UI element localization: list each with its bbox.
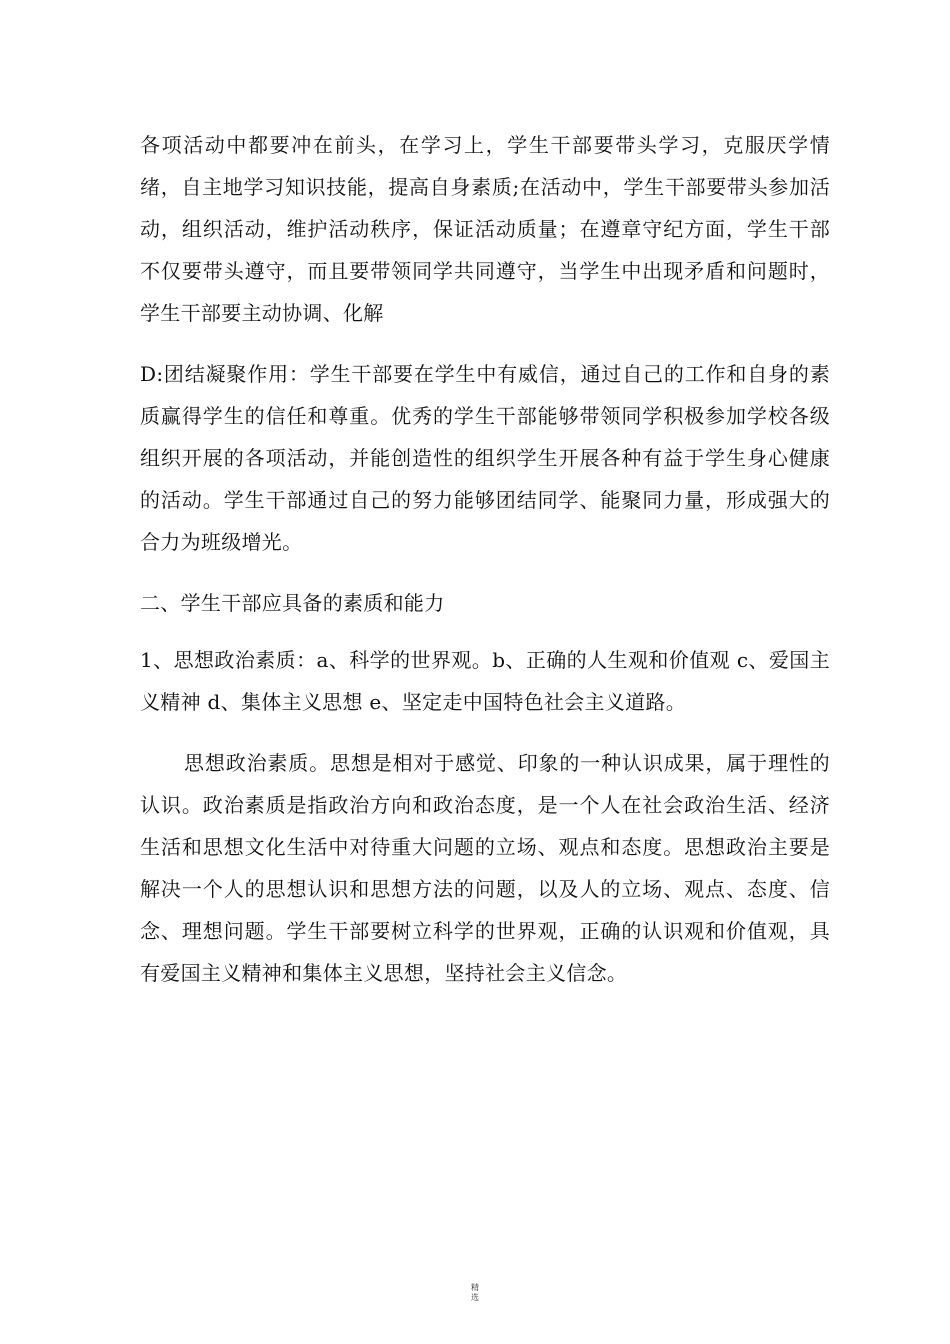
footer-line-2: 选	[471, 1293, 479, 1302]
section-heading-qualities: 二、学生干部应具备的素质和能力	[140, 591, 445, 615]
document-body	[140, 124, 830, 1013]
page-footer	[460, 1283, 490, 1303]
paragraph-unity-role: D:团结凝聚作用：学生干部要在学生中有威信，通过自己的工作和自身的素质赢得学生的信任和尊重。优秀的学生干部能够带领同学积极参加学校各级组织开展的各项活动，并能创造性的组织学生开展各种有益于学生身心健康的活动。学生干部通过自己的努力能够团结同学、能聚同力量，形成强大的合力为班级增光。	[140, 362, 830, 554]
footer-line-1: 精	[471, 1283, 479, 1292]
paragraph-political-list: 1、思想政治素质：a、科学的世界观。b、正确的人生观和价值观 c、爱国主义精神 d、集体主义思想 e、坚定走中国特色社会主义道路。	[140, 648, 830, 714]
paragraph-activities-lead: 各项活动中都要冲在前头，在学习上，学生干部要带头学习，克服厌学情绪，自主地学习知识技能，提高自身素质;在活动中，学生干部要带头参加活动，组织活动，维护活动秩序，保证活动质量；在遵章守纪方面，学生干部不仅要带头遵守，而且要带领同学共同遵守，当学生中出现矛盾和问题时，学生干部要主动协调、化解	[140, 133, 830, 325]
paragraph-political-explanation: 思想政治素质。思想是相对于感觉、印象的一种认识成果，属于理性的认识。政治素质是指政治方向和政治态度，是一个人在社会政治生活、经济生活和思想文化生活中对待重大问题的立场、观点和态度。思想政治主要是解决一个人的思想认识和思想方法的问题，以及人的立场、观点、态度、信念、理想问题。学生干部要树立科学的世界观，正确的认识观和价值观，具有爱国主义精神和集体主义思想，坚持社会主义信念。	[140, 751, 830, 985]
